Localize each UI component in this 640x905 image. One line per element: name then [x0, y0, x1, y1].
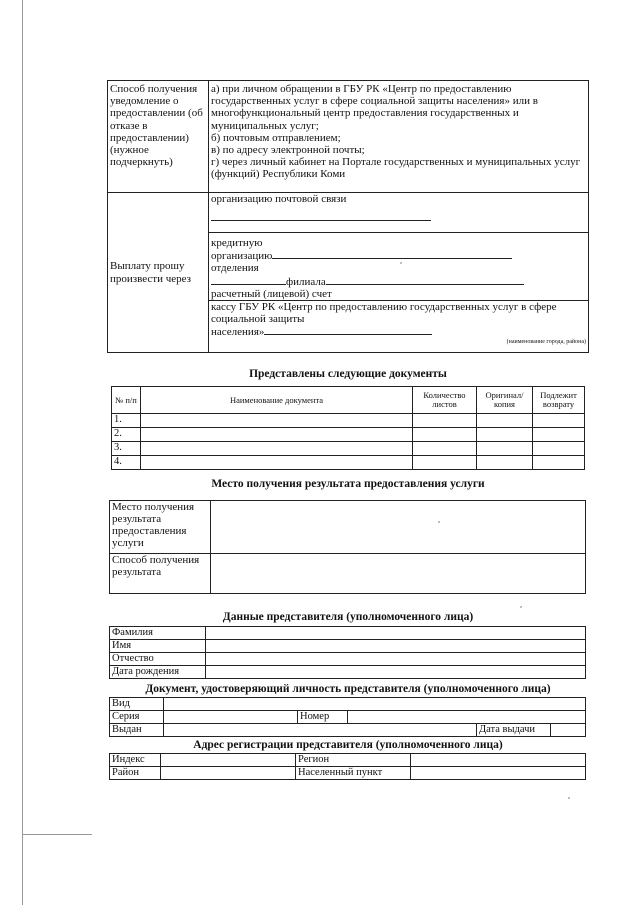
representative-birthdate-label: Дата рождения: [110, 666, 206, 679]
id-issued-label: Выдан: [110, 724, 164, 737]
document-return-cell[interactable]: [533, 456, 585, 470]
id-document-title: Документ, удостоверяющий личность представителя (уполномоченного лица): [145, 683, 551, 695]
representative-table: [109, 626, 586, 679]
representative-patronymic-input[interactable]: [206, 653, 586, 666]
representative-name-label: Имя: [110, 640, 206, 653]
notification-payment-table: [107, 80, 589, 353]
id-number-label: Номер: [298, 711, 348, 724]
address-locality-label: Населенный пункт: [296, 767, 411, 780]
scan-speck: [568, 797, 570, 799]
payment-credit-label: кредитную: [211, 237, 263, 249]
payment-branch-line[interactable]: [211, 275, 286, 285]
result-place-input[interactable]: [211, 501, 586, 554]
payment-cash-line[interactable]: [264, 325, 432, 335]
address-title: Адрес регистрации представителя (уполномоченного лица): [193, 739, 503, 751]
address-table: [109, 753, 586, 780]
page-left-edge: [22, 0, 23, 905]
result-place-label: Место получения результата предоставления услуги: [110, 501, 211, 554]
payment-org-label: организацию: [211, 250, 273, 263]
document-row: [112, 428, 585, 442]
id-series-label: Серия: [110, 711, 164, 724]
id-issued-input[interactable]: [164, 724, 477, 737]
document-row-number: 1.: [112, 414, 141, 428]
address-region-label: Регион: [296, 754, 411, 767]
payment-label: [108, 193, 209, 353]
representative-surname-label: Фамилия: [110, 627, 206, 640]
payment-cash-label: кассу ГБУ РК «Центр по предоставлению государственных услуг в сфере социальной защиты: [211, 301, 557, 326]
notification-option-c[interactable]: в) по адресу электронной почты;: [211, 144, 365, 157]
representative-surname-input[interactable]: [206, 627, 586, 640]
document-name-cell[interactable]: [141, 456, 413, 470]
document-sheets-cell[interactable]: [413, 414, 477, 428]
payment-branch-label: отделения: [211, 262, 259, 275]
payment-account-label: расчетный (лицевой) счет: [211, 287, 332, 300]
payment-filial-label: филиала: [286, 275, 326, 288]
documents-header-return: Подлежит возврату: [533, 387, 585, 414]
payment-post-line[interactable]: [211, 211, 431, 221]
notification-option-d[interactable]: г) через личный кабинет на Портале государственных и муниципальных услуг (функций) Республики Коми: [211, 156, 581, 181]
document-row: [112, 414, 585, 428]
documents-title: Представлены следующие документы: [249, 368, 447, 380]
documents-header-sheets: Количество листов: [413, 387, 477, 414]
payment-post-cell[interactable]: [209, 193, 589, 233]
documents-header-number: № п/п: [112, 387, 141, 414]
address-district-input[interactable]: [161, 767, 296, 780]
document-name-cell[interactable]: [141, 414, 413, 428]
address-district-label: Район: [110, 767, 161, 780]
address-index-input[interactable]: [161, 754, 296, 767]
documents-table: [111, 386, 585, 470]
representative-patronymic-label: Отчество: [110, 653, 206, 666]
result-method-input[interactable]: [211, 554, 586, 594]
payment-cash-note: (наименование города, района): [506, 338, 586, 345]
id-series-input[interactable]: [164, 711, 298, 724]
payment-filial-line[interactable]: [326, 275, 524, 285]
id-type-label: Вид: [110, 698, 164, 711]
document-original-cell[interactable]: [477, 414, 533, 428]
document-sheets-cell[interactable]: [413, 428, 477, 442]
representative-name-input[interactable]: [206, 640, 586, 653]
document-row-number: 2.: [112, 428, 141, 442]
result-place-title: Место получения результата предоставления услуги: [211, 478, 485, 490]
scan-speck: [520, 606, 522, 608]
page-bottom-edge: [22, 834, 92, 835]
payment-org-line[interactable]: [272, 249, 512, 259]
notification-options: [209, 81, 589, 193]
document-sheets-cell[interactable]: [413, 456, 477, 470]
document-original-cell[interactable]: [477, 442, 533, 456]
document-row-number: 4.: [112, 456, 141, 470]
document-name-cell[interactable]: [141, 442, 413, 456]
document-return-cell[interactable]: [533, 428, 585, 442]
document-name-cell[interactable]: [141, 428, 413, 442]
document-row: [112, 456, 585, 470]
representative-birthdate-input[interactable]: [206, 666, 586, 679]
document-original-cell[interactable]: [477, 456, 533, 470]
payment-credit-cell[interactable]: [209, 233, 589, 301]
id-issue-date-label: Дата выдачи: [477, 724, 551, 737]
document-return-cell[interactable]: [533, 442, 585, 456]
result-method-label: Способ получения результата: [110, 554, 211, 594]
payment-cash-cell[interactable]: [209, 301, 589, 353]
payment-cash-label-2: населения»: [211, 326, 265, 339]
documents-header-original: Оригинал/ копия: [477, 387, 533, 414]
documents-header-name: Наименование документа: [141, 387, 413, 414]
result-place-table: [109, 500, 586, 594]
id-number-input[interactable]: [348, 711, 586, 724]
notification-method-label: Способ получения уведомление о предоставлении (об отказе в предоставлении) (нужное подчеркнуть): [108, 81, 209, 193]
payment-post-label: организацию почтовой связи: [211, 193, 347, 205]
id-document-table: [109, 697, 586, 737]
id-type-input[interactable]: [164, 698, 586, 711]
notification-option-a[interactable]: а) при личном обращении в ГБУ РК «Центр по предоставлению государственных услуг в сфере социальной защиты населения» или в многофункциональный центр предоставления государственных и муниципальных услуг;: [211, 83, 538, 132]
notification-option-b[interactable]: б) почтовым отправлением;: [211, 131, 341, 144]
payment-label-text: Выплату прошу произвести через: [110, 260, 192, 285]
document-row: [112, 442, 585, 456]
document-return-cell[interactable]: [533, 414, 585, 428]
address-index-label: Индекс: [110, 754, 161, 767]
address-locality-input[interactable]: [411, 767, 586, 780]
document-row-number: 3.: [112, 442, 141, 456]
document-original-cell[interactable]: [477, 428, 533, 442]
document-sheets-cell[interactable]: [413, 442, 477, 456]
id-issue-date-input[interactable]: [551, 724, 586, 737]
representative-title: Данные представителя (уполномоченного лица): [222, 611, 474, 623]
address-region-input[interactable]: [411, 754, 586, 767]
